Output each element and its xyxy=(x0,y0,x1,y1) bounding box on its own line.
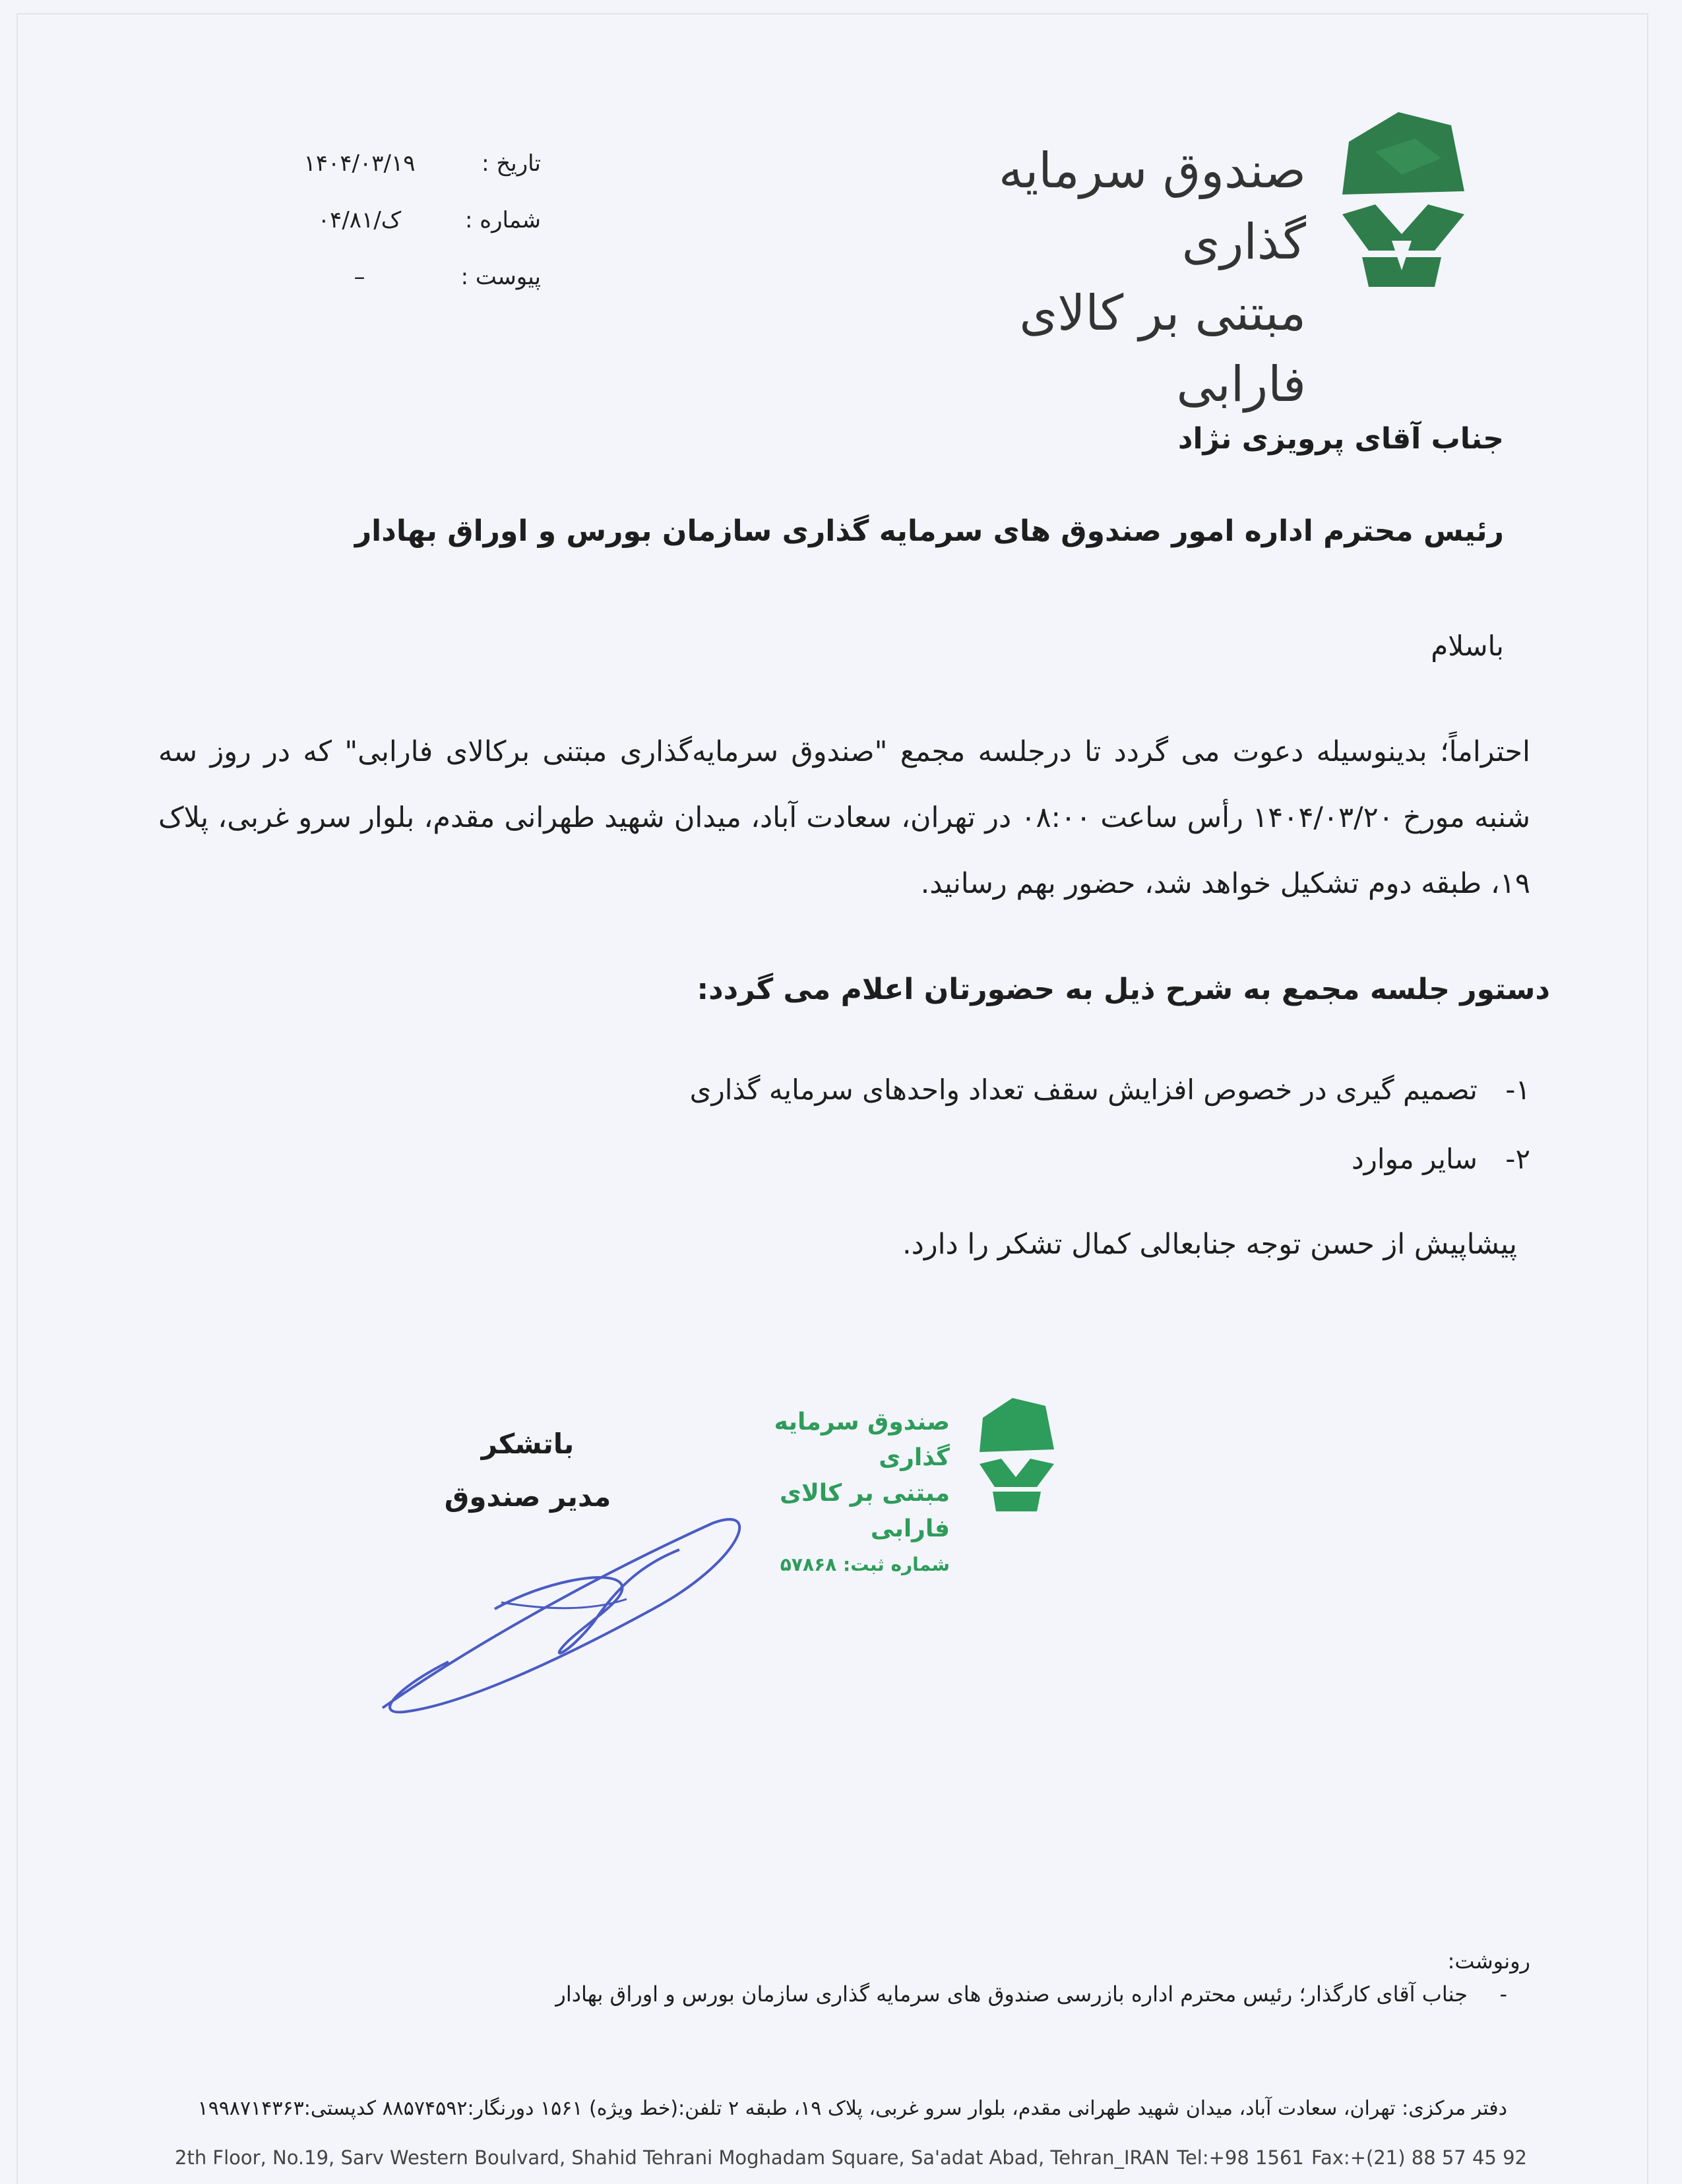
agenda-list xyxy=(343,1055,1530,1194)
recipient-name: جناب آقای پرویزی نژاد xyxy=(1177,422,1504,456)
handwritten-signature xyxy=(369,1510,778,1721)
number-value: ۰۴/ک/۸۱ xyxy=(317,207,402,233)
cc-bullet: - xyxy=(1499,1982,1507,2007)
stamp-line-1: صندوق سرمایه گذاری xyxy=(774,1409,950,1471)
fund-logo-icon xyxy=(1336,112,1468,290)
footer-tel: Tel:+98 1561 xyxy=(1177,2146,1304,2169)
stamp-line-2: مبتنی بر کالای فارابی xyxy=(779,1480,950,1542)
cc-text: جناب آقای کارگذار؛ رئیس محترم اداره بازرسی صندوق های سرمایه گذاری سازمان بورس و اوراق بهادار xyxy=(555,1982,1468,2007)
logo-line-2: مبتنی بر کالای فارابی xyxy=(1019,285,1306,413)
date-label: تاریخ : xyxy=(482,150,541,177)
cc-item xyxy=(555,1982,1507,2007)
number-row xyxy=(264,192,541,249)
attachment-value: – xyxy=(354,264,365,290)
signature-role: مدیر صندوق xyxy=(444,1480,611,1513)
date-value: ۱۴۰۴/۰۳/۱۹ xyxy=(303,150,416,177)
agenda-item-number: ۲- xyxy=(1505,1143,1530,1175)
agenda-item xyxy=(343,1124,1530,1194)
cc-title: رونوشت: xyxy=(1447,1949,1530,1974)
recipient-title: رئیس محترم اداره امور صندوق های سرمایه گذاری سازمان بورس و اوراق بهادار xyxy=(354,514,1504,548)
date-row xyxy=(264,135,541,192)
stamp-logo-icon xyxy=(976,1398,1055,1513)
footer-fax: Fax:+(21) 88 57 45 92 xyxy=(1311,2146,1527,2169)
attachment-label: پیوست : xyxy=(460,264,541,290)
attachment-row xyxy=(264,249,541,305)
footer-address-fa: دفتر مرکزی: تهران، سعادت آباد، میدان شهید طهرانی مقدم، بلوار سرو غربی، پلاک ۱۹، طبقه ۲ تلفن:(خط ویژه) ۱۵۶۱ دورنگار:۸۸۵۷۴۵۹۲ کدپستی:۱۹۹۸۷۱۴۳۶۳ xyxy=(197,2097,1507,2120)
agenda-item-number: ۱- xyxy=(1505,1074,1530,1106)
stamp-registration: شماره ثبت: ۵۷۸۶۸ xyxy=(780,1554,950,1575)
footer-en-address: 2th Floor, No.19, Sarv Western Boulvard, Shahid Tehrani Moghadam Square, Sa'adat Abad, Tehran_IRAN xyxy=(175,2146,1170,2169)
body-paragraph: احتراماً؛ بدینوسیله دعوت می گردد تا درجلسه مجمع "صندوق سرمایه‌گذاری مبتنی برکالای فارابی" که در روز سه شنبه مورخ ۱۴۰۴/۰۳/۲۰ رأس ساعت ۰۸:۰۰ در تهران، سعادت آباد، میدان شهید طهرانی مقدم، بلوار سرو غربی، پلاک ۱۹، طبقه دوم تشکیل خواهد شد، حضور بهم رسانید. xyxy=(158,735,1531,900)
signature-block xyxy=(429,1418,627,1523)
agenda-item xyxy=(343,1055,1530,1124)
closing-line: پیشاپیش از حسن توجه جنابعالی کمال تشکر را دارد. xyxy=(902,1228,1517,1261)
greeting: باسلام xyxy=(1431,630,1504,662)
logo-line-1: صندوق سرمایه گذاری xyxy=(999,142,1306,270)
agenda-item-text: تصمیم گیری در خصوص افزایش سقف تعداد واحدهای سرمایه گذاری xyxy=(689,1074,1478,1106)
fund-logo-text xyxy=(910,135,1306,420)
signature-thanks: باتشکر xyxy=(481,1428,575,1460)
letter-meta xyxy=(264,135,541,305)
agenda-heading: دستور جلسه مجمع به شرح ذیل به حضورتان اعلام می گردد: xyxy=(697,973,1550,1006)
agenda-item-text: سایر موارد xyxy=(1351,1143,1478,1175)
footer-address-en xyxy=(175,2146,1527,2169)
number-label: شماره : xyxy=(465,207,541,233)
